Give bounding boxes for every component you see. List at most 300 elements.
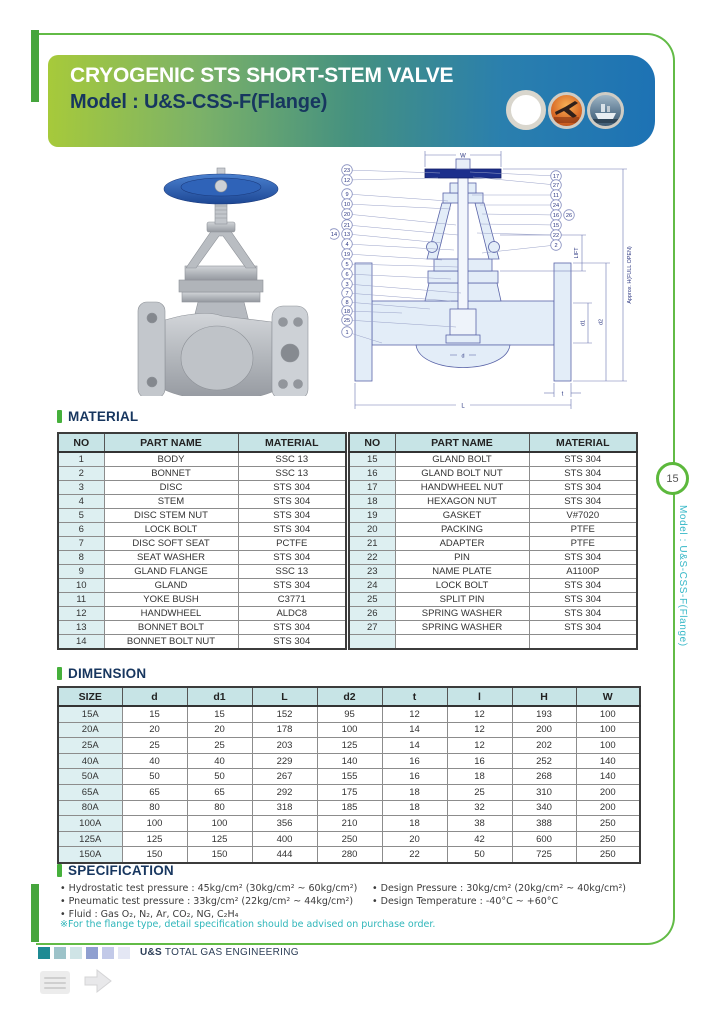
data-cell: 16	[447, 753, 512, 769]
table-row	[58, 722, 640, 738]
table-row	[58, 523, 346, 537]
dim-label-lift: LIFT	[574, 247, 580, 259]
data-cell: 16	[382, 753, 447, 769]
table-row	[349, 635, 637, 650]
data-cell: STS 304	[238, 523, 346, 537]
data-cell: 200	[512, 722, 576, 738]
column-header: PART NAME	[395, 433, 529, 452]
data-cell: STS 304	[238, 621, 346, 635]
spec-item: • Design Pressure : 30kg/cm² (20kg/cm² ~ 40kg/cm²)	[372, 883, 626, 896]
data-cell: GLAND	[104, 579, 238, 593]
data-cell: PTFE	[529, 523, 637, 537]
heading-marker-icon	[57, 864, 62, 877]
specification-heading	[57, 863, 174, 878]
data-cell: 20	[382, 831, 447, 847]
row-label-cell: 21	[349, 537, 395, 551]
data-cell: 20	[187, 722, 252, 738]
spec-item: • Pneumatic test pressure : 33kg/cm² (22kg/cm² ~ 44kg/cm²)	[60, 896, 357, 909]
svg-text:5: 5	[345, 262, 349, 268]
svg-text:12: 12	[343, 178, 351, 184]
header-row	[349, 433, 637, 452]
footer-color-square	[70, 947, 82, 959]
column-header: SIZE	[58, 687, 122, 706]
data-cell: STS 304	[529, 607, 637, 621]
svg-text:10: 10	[343, 202, 351, 208]
row-label-cell: 40A	[58, 753, 122, 769]
svg-text:2: 2	[554, 243, 558, 249]
data-cell: 250	[317, 831, 382, 847]
data-cell: A1100P	[529, 565, 637, 579]
spec-note: ※For the flange type, detail specification should be advised on purchase order.	[60, 919, 436, 930]
data-cell: STS 304	[529, 621, 637, 635]
column-header: MATERIAL	[529, 433, 637, 452]
row-label-cell: 20A	[58, 722, 122, 738]
data-cell: STS 304	[238, 579, 346, 593]
column-header: NO	[58, 433, 104, 452]
data-cell: 125	[317, 738, 382, 754]
table-row	[58, 593, 346, 607]
row-label-cell: 7	[58, 537, 104, 551]
data-cell: STS 304	[238, 495, 346, 509]
table-row	[58, 635, 346, 650]
data-cell: 15	[122, 706, 187, 722]
dim-label-t: t	[561, 391, 564, 398]
data-cell: STS 304	[529, 495, 637, 509]
data-cell	[529, 635, 637, 650]
data-cell: ALDC8	[238, 607, 346, 621]
data-cell: 100	[576, 722, 640, 738]
header-row	[58, 433, 346, 452]
spec-item: • Design Temperature : -40°C ~ +60°C	[372, 896, 626, 909]
table-row	[58, 551, 346, 565]
svg-text:6: 6	[345, 272, 349, 278]
row-label-cell: 2	[58, 467, 104, 481]
table-row	[58, 579, 346, 593]
data-cell: 388	[512, 816, 576, 832]
valve-photo-graphic	[122, 156, 322, 396]
data-cell: 25	[187, 738, 252, 754]
svg-text:20: 20	[343, 212, 351, 218]
table-row	[58, 816, 640, 832]
model-subtitle: Model : U&S-CSS-F(Flange)	[70, 91, 328, 113]
column-header: d	[122, 687, 187, 706]
row-label-cell: 18	[349, 495, 395, 509]
svg-text:9: 9	[345, 192, 349, 198]
data-cell: 80	[122, 800, 187, 816]
data-cell: 444	[252, 847, 317, 863]
svg-text:22: 22	[552, 233, 560, 239]
table-row	[349, 467, 637, 481]
svg-text:26: 26	[565, 213, 573, 219]
table-row	[58, 706, 640, 722]
data-cell: 18	[447, 769, 512, 785]
material-heading-label: MATERIAL	[68, 409, 139, 424]
row-label-cell: 24	[349, 579, 395, 593]
spec-list-left	[60, 883, 357, 921]
data-cell: 193	[512, 706, 576, 722]
data-cell: 50	[122, 769, 187, 785]
page-number: 15	[666, 472, 679, 485]
company-name-bold: U&S	[140, 947, 163, 958]
svg-text:7: 7	[345, 291, 349, 297]
menu-line	[44, 987, 66, 989]
spec-list-right	[372, 883, 626, 909]
data-cell: C3771	[238, 593, 346, 607]
row-label-cell: 9	[58, 565, 104, 579]
row-label-cell: 23	[349, 565, 395, 579]
data-cell: 18	[382, 816, 447, 832]
row-label-cell: 5	[58, 509, 104, 523]
footer-color-square	[86, 947, 98, 959]
data-cell: 100	[317, 722, 382, 738]
side-model-label: Model : U&S-CSS-F(Flange)	[677, 505, 688, 647]
table-row	[58, 831, 640, 847]
data-cell: 12	[447, 738, 512, 754]
menu-line	[44, 982, 66, 984]
specification-heading-label: SPECIFICATION	[68, 863, 174, 878]
row-label-cell: 3	[58, 481, 104, 495]
data-cell: 185	[317, 800, 382, 816]
data-cell: PIN	[395, 551, 529, 565]
data-cell: PACKING	[395, 523, 529, 537]
data-cell: 200	[576, 800, 640, 816]
material-heading	[57, 409, 138, 424]
menu-line	[44, 977, 66, 979]
table-row	[58, 495, 346, 509]
page-title: CRYOGENIC STS SHORT-STEM VALVE	[70, 64, 454, 87]
airplane-badge	[548, 92, 585, 129]
data-cell: 140	[576, 753, 640, 769]
svg-text:8: 8	[345, 300, 349, 306]
company-name	[140, 947, 299, 958]
data-cell: BONNET	[104, 467, 238, 481]
data-cell: 50	[187, 769, 252, 785]
column-header: t	[382, 687, 447, 706]
row-label-cell: 13	[58, 621, 104, 635]
row-label-cell: 1	[58, 452, 104, 467]
svg-text:27: 27	[552, 183, 560, 189]
heading-marker-icon	[57, 410, 62, 423]
footer-color-squares	[38, 947, 130, 959]
row-label-cell: 50A	[58, 769, 122, 785]
data-cell: 150	[122, 847, 187, 863]
data-cell: 12	[447, 706, 512, 722]
table-row	[58, 509, 346, 523]
table-row	[349, 495, 637, 509]
row-label-cell: 125A	[58, 831, 122, 847]
valve-photo	[122, 156, 322, 396]
airplane-icon	[551, 95, 582, 126]
data-cell: NAME PLATE	[395, 565, 529, 579]
row-label-cell: 150A	[58, 847, 122, 863]
data-cell: 125	[187, 831, 252, 847]
data-cell: 100	[576, 738, 640, 754]
data-cell: YOKE BUSH	[104, 593, 238, 607]
data-cell: 250	[576, 847, 640, 863]
svg-text:13: 13	[343, 232, 351, 238]
table-row	[349, 452, 637, 467]
table-row	[58, 753, 640, 769]
dim-label-d2: d2	[598, 319, 605, 325]
data-cell: 203	[252, 738, 317, 754]
data-cell: 200	[576, 784, 640, 800]
data-cell: 50	[447, 847, 512, 863]
data-cell: STS 304	[529, 452, 637, 467]
row-label-cell: 14	[58, 635, 104, 650]
row-label-cell: 22	[349, 551, 395, 565]
svg-text:14: 14	[330, 232, 338, 238]
data-cell: 15	[187, 706, 252, 722]
data-cell: 100	[187, 816, 252, 832]
row-label-cell: 15	[349, 452, 395, 467]
data-cell: STS 304	[238, 551, 346, 565]
data-cell: 38	[447, 816, 512, 832]
data-cell: GLAND FLANGE	[104, 565, 238, 579]
data-cell: 65	[122, 784, 187, 800]
table-row	[58, 452, 346, 467]
row-label-cell: 16	[349, 467, 395, 481]
data-cell: BONNET BOLT NUT	[104, 635, 238, 650]
dim-label-H: Approx. H(FULL OPEN)	[627, 246, 633, 304]
green-corner-bar-top	[31, 30, 39, 102]
data-cell: 65	[187, 784, 252, 800]
svg-text:4: 4	[345, 242, 349, 248]
data-cell: 268	[512, 769, 576, 785]
data-cell: STS 304	[238, 635, 346, 650]
table-row	[349, 579, 637, 593]
row-label-cell: 25A	[58, 738, 122, 754]
footer-color-square	[118, 947, 130, 959]
footer-color-square	[54, 947, 66, 959]
svg-text:11: 11	[553, 193, 559, 199]
data-cell: PCTFE	[238, 537, 346, 551]
data-cell: 42	[447, 831, 512, 847]
green-corner-bar-bottom	[31, 884, 39, 942]
table-row	[349, 593, 637, 607]
data-cell: 20	[122, 722, 187, 738]
data-cell: 152	[252, 706, 317, 722]
row-label-cell: 19	[349, 509, 395, 523]
data-cell: SSC 13	[238, 565, 346, 579]
svg-text:17: 17	[552, 174, 560, 180]
data-cell: STS 304	[529, 551, 637, 565]
svg-text:1: 1	[345, 330, 349, 336]
data-cell: 80	[187, 800, 252, 816]
data-cell: ADAPTER	[395, 537, 529, 551]
table-row	[58, 565, 346, 579]
data-cell: 140	[317, 753, 382, 769]
data-cell: 18	[382, 784, 447, 800]
spec-item: • Fluid : Gas O₂, N₂, Ar, CO₂, NG, C₂H₄	[60, 909, 357, 922]
row-label-cell: 80A	[58, 800, 122, 816]
data-cell: 16	[382, 769, 447, 785]
ship-badge	[587, 92, 624, 129]
data-cell: SPLIT PIN	[395, 593, 529, 607]
table-row	[58, 784, 640, 800]
data-cell	[395, 635, 529, 650]
footer-color-square	[38, 947, 50, 959]
dimension-heading	[57, 666, 146, 681]
data-cell: GLAND BOLT NUT	[395, 467, 529, 481]
column-header: NO	[349, 433, 395, 452]
data-cell: HANDWHEEL	[104, 607, 238, 621]
data-cell: 12	[382, 706, 447, 722]
column-header: H	[512, 687, 576, 706]
table-row	[58, 621, 346, 635]
footer-color-square	[102, 947, 114, 959]
row-label-cell	[349, 635, 395, 650]
table-row	[349, 537, 637, 551]
data-cell: V#7020	[529, 509, 637, 523]
data-cell: SPRING WASHER	[395, 607, 529, 621]
column-header: d1	[187, 687, 252, 706]
data-cell: HEXAGON NUT	[395, 495, 529, 509]
data-cell: 210	[317, 816, 382, 832]
valve-diagram	[330, 143, 640, 415]
row-label-cell: 11	[58, 593, 104, 607]
data-cell: GASKET	[395, 509, 529, 523]
data-cell: 175	[317, 784, 382, 800]
heading-marker-icon	[57, 667, 62, 680]
data-cell: 18	[382, 800, 447, 816]
svg-text:18: 18	[343, 309, 351, 315]
table-row	[58, 847, 640, 863]
dimension-heading-label: DIMENSION	[68, 666, 147, 681]
material-table-left	[57, 432, 347, 650]
data-cell: 140	[576, 769, 640, 785]
data-cell: STS 304	[529, 579, 637, 593]
svg-text:21: 21	[343, 223, 351, 229]
data-cell: 125	[122, 831, 187, 847]
data-cell: 229	[252, 753, 317, 769]
data-cell: STS 304	[529, 467, 637, 481]
valve-cross-section	[330, 143, 640, 415]
data-cell: 25	[447, 784, 512, 800]
data-cell: DISC	[104, 481, 238, 495]
data-cell: 252	[512, 753, 576, 769]
material-table-right	[348, 432, 638, 650]
svg-text:24: 24	[552, 203, 560, 209]
data-cell: 340	[512, 800, 576, 816]
dim-label-W: W	[460, 153, 466, 160]
row-label-cell: 26	[349, 607, 395, 621]
table-row	[58, 738, 640, 754]
data-cell: DISC SOFT SEAT	[104, 537, 238, 551]
data-cell: 25	[122, 738, 187, 754]
data-cell: HANDWHEEL NUT	[395, 481, 529, 495]
data-cell: STS 304	[238, 509, 346, 523]
table-row	[58, 537, 346, 551]
row-label-cell: 25	[349, 593, 395, 607]
data-cell: 280	[317, 847, 382, 863]
spec-item: • Hydrostatic test pressure : 45kg/cm² (30kg/cm² ~ 60kg/cm²)	[60, 883, 357, 896]
row-label-cell: 20	[349, 523, 395, 537]
menu-icon[interactable]	[40, 971, 70, 994]
svg-text:3: 3	[345, 282, 349, 288]
row-label-cell: 65A	[58, 784, 122, 800]
column-header: W	[576, 687, 640, 706]
row-label-cell: 27	[349, 621, 395, 635]
table-row	[58, 481, 346, 495]
table-row	[349, 565, 637, 579]
column-header: PART NAME	[104, 433, 238, 452]
data-cell: 14	[382, 738, 447, 754]
table-row	[349, 481, 637, 495]
ship-icon	[590, 95, 621, 126]
data-cell: 356	[252, 816, 317, 832]
data-cell: DISC STEM NUT	[104, 509, 238, 523]
table-row	[349, 523, 637, 537]
column-header: l	[447, 687, 512, 706]
row-label-cell: 15A	[58, 706, 122, 722]
data-cell: 250	[576, 831, 640, 847]
dim-label-d1: d1	[580, 320, 587, 326]
data-cell: SSC 13	[238, 452, 346, 467]
table-row	[349, 621, 637, 635]
data-cell: STS 304	[529, 481, 637, 495]
svg-text:15: 15	[552, 223, 560, 229]
column-header: MATERIAL	[238, 433, 346, 452]
svg-text:19: 19	[343, 252, 351, 258]
data-cell: STEM	[104, 495, 238, 509]
table-row	[349, 509, 637, 523]
data-cell: 12	[447, 722, 512, 738]
data-cell: 100	[122, 816, 187, 832]
dim-label-L: L	[461, 403, 465, 410]
data-cell: 95	[317, 706, 382, 722]
white-circle-badge	[506, 90, 546, 130]
dimension-table	[57, 686, 641, 864]
forward-arrow-icon[interactable]	[83, 967, 113, 1000]
data-cell: 14	[382, 722, 447, 738]
data-cell: 202	[512, 738, 576, 754]
column-header: d2	[317, 687, 382, 706]
data-cell: 318	[252, 800, 317, 816]
data-cell: BONNET BOLT	[104, 621, 238, 635]
header-row	[58, 687, 640, 706]
table-row	[58, 769, 640, 785]
table-row	[58, 467, 346, 481]
svg-text:23: 23	[343, 168, 351, 174]
data-cell: GLAND BOLT	[395, 452, 529, 467]
data-cell: PTFE	[529, 537, 637, 551]
data-cell: 310	[512, 784, 576, 800]
company-name-rest: TOTAL GAS ENGINEERING	[162, 947, 299, 958]
data-cell: BODY	[104, 452, 238, 467]
data-cell: SEAT WASHER	[104, 551, 238, 565]
data-cell: 40	[122, 753, 187, 769]
data-cell: LOCK BOLT	[395, 579, 529, 593]
data-cell: LOCK BOLT	[104, 523, 238, 537]
table-row	[349, 551, 637, 565]
data-cell: 150	[187, 847, 252, 863]
row-label-cell: 10	[58, 579, 104, 593]
data-cell: STS 304	[238, 481, 346, 495]
data-cell: 250	[576, 816, 640, 832]
row-label-cell: 17	[349, 481, 395, 495]
svg-text:25: 25	[343, 318, 351, 324]
data-cell: 100	[576, 706, 640, 722]
data-cell: STS 304	[529, 593, 637, 607]
dim-label-d: d	[461, 353, 465, 360]
data-cell: 155	[317, 769, 382, 785]
data-cell: 32	[447, 800, 512, 816]
row-label-cell: 8	[58, 551, 104, 565]
row-label-cell: 4	[58, 495, 104, 509]
table-row	[58, 800, 640, 816]
data-cell: 178	[252, 722, 317, 738]
data-cell: 600	[512, 831, 576, 847]
